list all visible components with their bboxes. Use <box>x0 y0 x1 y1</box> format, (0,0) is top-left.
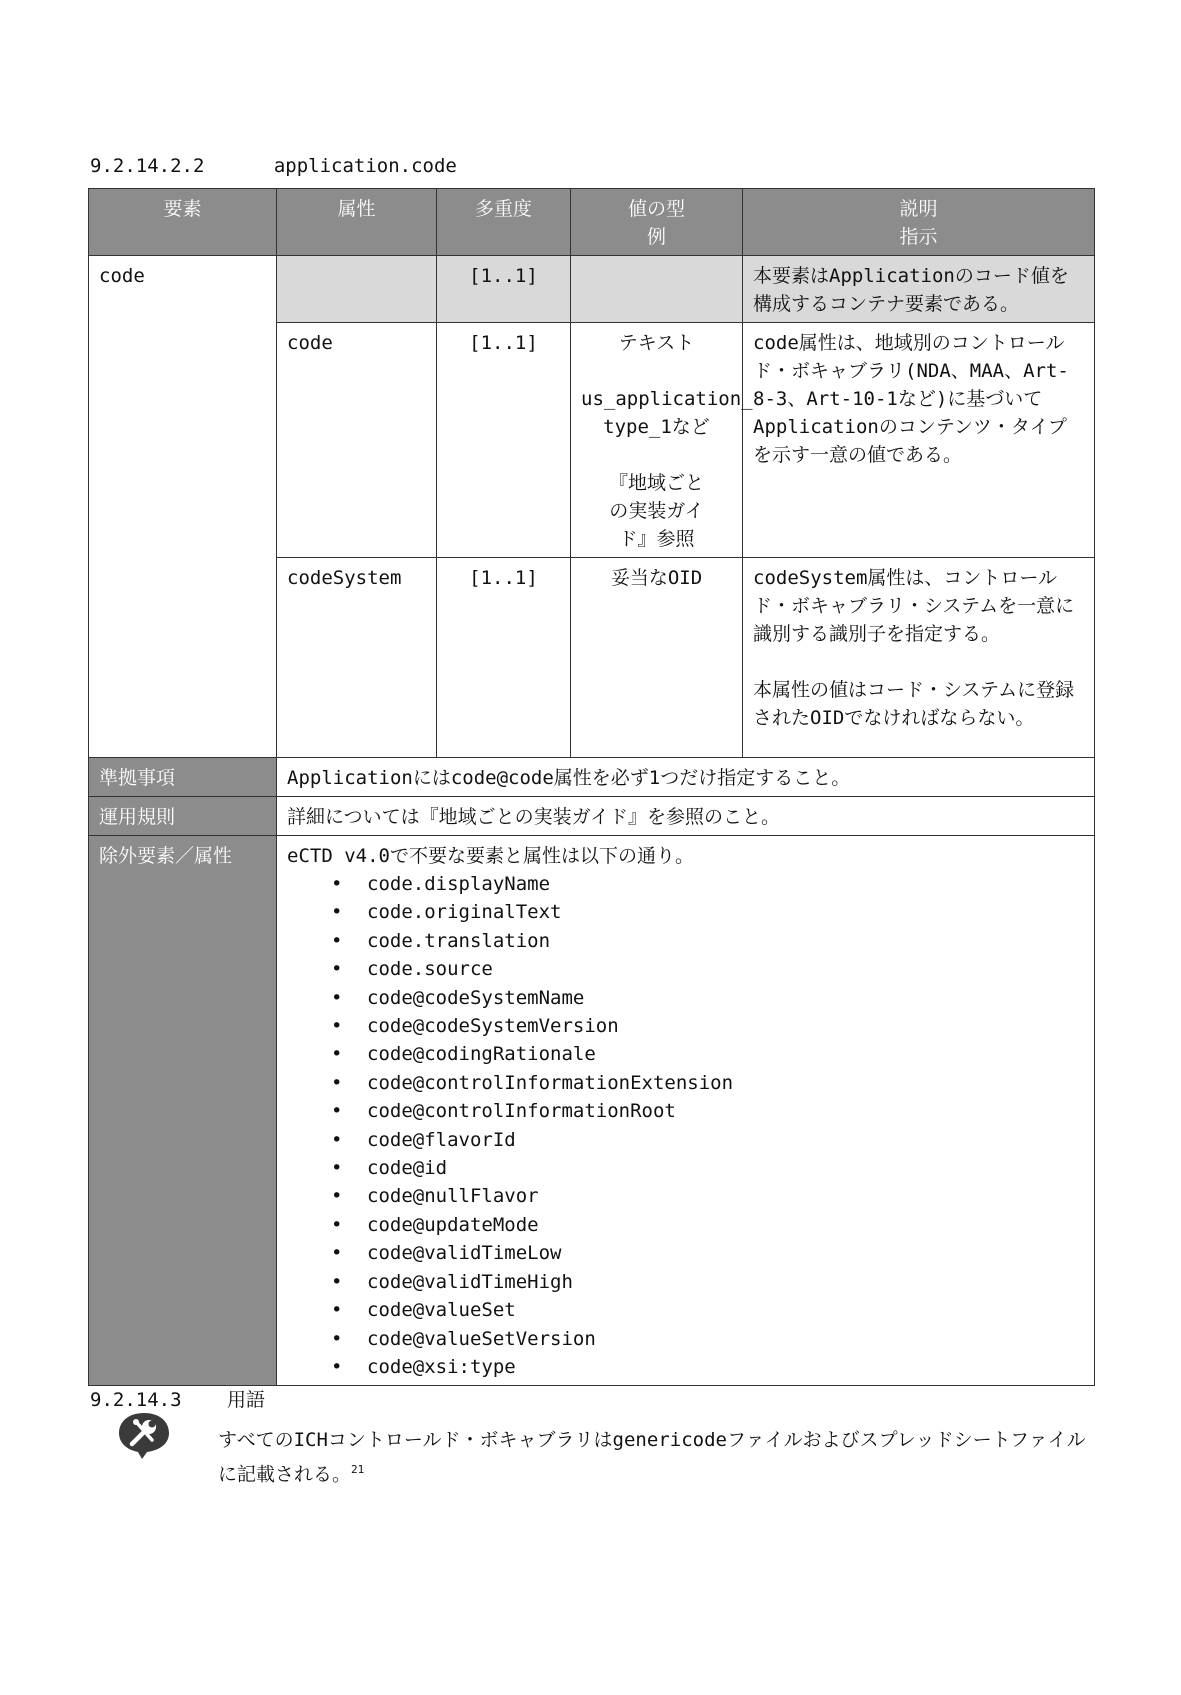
bullet-icon: • <box>331 1071 343 1094</box>
excluded-item <box>331 1296 1084 1324</box>
excluded-item <box>331 1268 1084 1296</box>
excluded-item <box>331 1069 1084 1097</box>
excluded-item <box>331 1325 1084 1353</box>
section-title: application.code <box>273 155 457 177</box>
bullet-icon: • <box>331 1185 343 1208</box>
value-type-cell: テキスト us_application_ type_1など 『地域ごと の実装ガイ ド』参照 <box>571 323 743 558</box>
terms-number: 9.2.14.3 <box>90 1389 182 1411</box>
bullet-icon: • <box>331 1043 343 1066</box>
excluded-item-text: code@validTimeLow <box>367 1242 562 1265</box>
table-header-row <box>89 189 1095 256</box>
header-cardinality: 多重度 <box>437 189 571 256</box>
excluded-item-text: code@codingRationale <box>367 1043 596 1066</box>
excluded-item <box>331 1097 1084 1125</box>
value-type-cell: 妥当なOID <box>571 558 743 758</box>
excluded-item <box>331 955 1084 983</box>
header-description: 説明 指示 <box>743 189 1095 256</box>
excluded-item-text: code@valueSetVersion <box>367 1327 596 1350</box>
excluded-item <box>331 1040 1084 1068</box>
excluded-item-text: code.translation <box>367 929 551 952</box>
excluded-item-text: code@controlInformationRoot <box>367 1100 676 1123</box>
wrench-speech-bubble-icon <box>116 1410 172 1460</box>
excluded-item-text: code.originalText <box>367 901 562 924</box>
bullet-icon: • <box>331 1270 343 1293</box>
excluded-item-text: code@controlInformationExtension <box>367 1071 734 1094</box>
footnote-marker: 21 <box>351 1463 365 1476</box>
attribute-cell: codeSystem <box>277 558 437 758</box>
excluded-item <box>331 984 1084 1012</box>
bullet-icon: • <box>331 1299 343 1322</box>
excluded-item-text: code@codeSystemVersion <box>367 1015 619 1038</box>
excluded-item-text: code@flavorId <box>367 1128 516 1151</box>
excluded-item <box>331 1012 1084 1040</box>
bullet-icon: • <box>331 1242 343 1265</box>
compliance-text: Applicationにはcode@code属性を必ず1つだけ指定すること。 <box>277 758 1095 797</box>
excluded-item <box>331 1211 1084 1239</box>
cardinality-cell: [1..1] <box>437 558 571 758</box>
bullet-icon: • <box>331 929 343 952</box>
excluded-item <box>331 1239 1084 1267</box>
excluded-item-text: code@codeSystemName <box>367 986 585 1009</box>
excluded-item-text: code.source <box>367 958 493 981</box>
section-heading <box>90 155 457 177</box>
excluded-item-text: code@id <box>367 1157 448 1180</box>
header-element: 要素 <box>89 189 277 256</box>
bullet-icon: • <box>331 1213 343 1236</box>
terms-heading <box>90 1385 265 1412</box>
header-attribute: 属性 <box>277 189 437 256</box>
spec-table <box>88 188 1095 1386</box>
bullet-icon: • <box>331 958 343 981</box>
bullet-icon: • <box>331 1157 343 1180</box>
compliance-row <box>89 758 1095 797</box>
excluded-item-text: code@xsi:type <box>367 1355 516 1378</box>
excluded-item-text: code.displayName <box>367 873 551 895</box>
excluded-item <box>331 927 1084 955</box>
excluded-label: 除外要素／属性 <box>89 836 277 1386</box>
description-cell: code属性は、地域別のコントロールド・ボキャブラリ(NDA、MAA、Art-8-3、Art-10-1など)に基づいてApplicationのコンテンツ・タイプを示す一意の値である。 <box>743 323 1095 558</box>
excluded-content <box>277 836 1095 1386</box>
excluded-row <box>89 836 1095 1386</box>
excluded-item <box>331 1182 1084 1210</box>
excluded-item <box>331 1126 1084 1154</box>
bullet-icon: • <box>331 901 343 924</box>
bullet-icon: • <box>331 986 343 1009</box>
bullet-icon: • <box>331 1355 343 1378</box>
description-cell: codeSystem属性は、コントロールド・ボキャブラリ・システムを一意に識別する識別子を指定する。 本属性の値はコード・システムに登録されたOIDでなければならない。 <box>743 558 1095 758</box>
attribute-cell-empty <box>277 256 437 323</box>
terms-title: 用語 <box>226 1389 265 1411</box>
bullet-icon: • <box>331 1015 343 1038</box>
bullet-icon: • <box>331 1327 343 1350</box>
excluded-item <box>331 1353 1084 1381</box>
table-row <box>89 256 1095 323</box>
terms-text: すべてのICHコントロールド・ボキャブラリはgenericodeファイルおよびスプレッドシートファイルに記載される。$^{21}$ <box>218 1429 1086 1486</box>
cardinality-cell: [1..1] <box>437 323 571 558</box>
attribute-cell: code <box>277 323 437 558</box>
element-cell: code <box>89 256 277 758</box>
excluded-item <box>331 1154 1084 1182</box>
excluded-list <box>287 870 1084 1381</box>
excluded-item-text: code@nullFlavor <box>367 1185 539 1208</box>
header-value-type: 値の型 例 <box>571 189 743 256</box>
excluded-item-text: code@valueSet <box>367 1299 516 1322</box>
operation-label: 運用規則 <box>89 797 277 836</box>
operation-text: 詳細については『地域ごとの実装ガイド』を参照のこと。 <box>277 797 1095 836</box>
cardinality-cell: [1..1] <box>437 256 571 323</box>
bullet-icon: • <box>331 873 343 895</box>
excluded-item-text: code@validTimeHigh <box>367 1270 573 1293</box>
description-cell: 本要素はApplicationのコード値を構成するコンテナ要素である。 <box>743 256 1095 323</box>
value-type-cell-empty <box>571 256 743 323</box>
excluded-item-text: code@updateMode <box>367 1213 539 1236</box>
bullet-icon: • <box>331 1100 343 1123</box>
operation-row <box>89 797 1095 836</box>
section-number: 9.2.14.2.2 <box>90 155 205 177</box>
excluded-item <box>331 898 1084 926</box>
bullet-icon: • <box>331 1128 343 1151</box>
excluded-intro: eCTD v4.0で不要な要素と属性は以下の通り。 <box>287 845 694 867</box>
compliance-label: 準拠事項 <box>89 758 277 797</box>
excluded-item <box>331 870 1084 898</box>
